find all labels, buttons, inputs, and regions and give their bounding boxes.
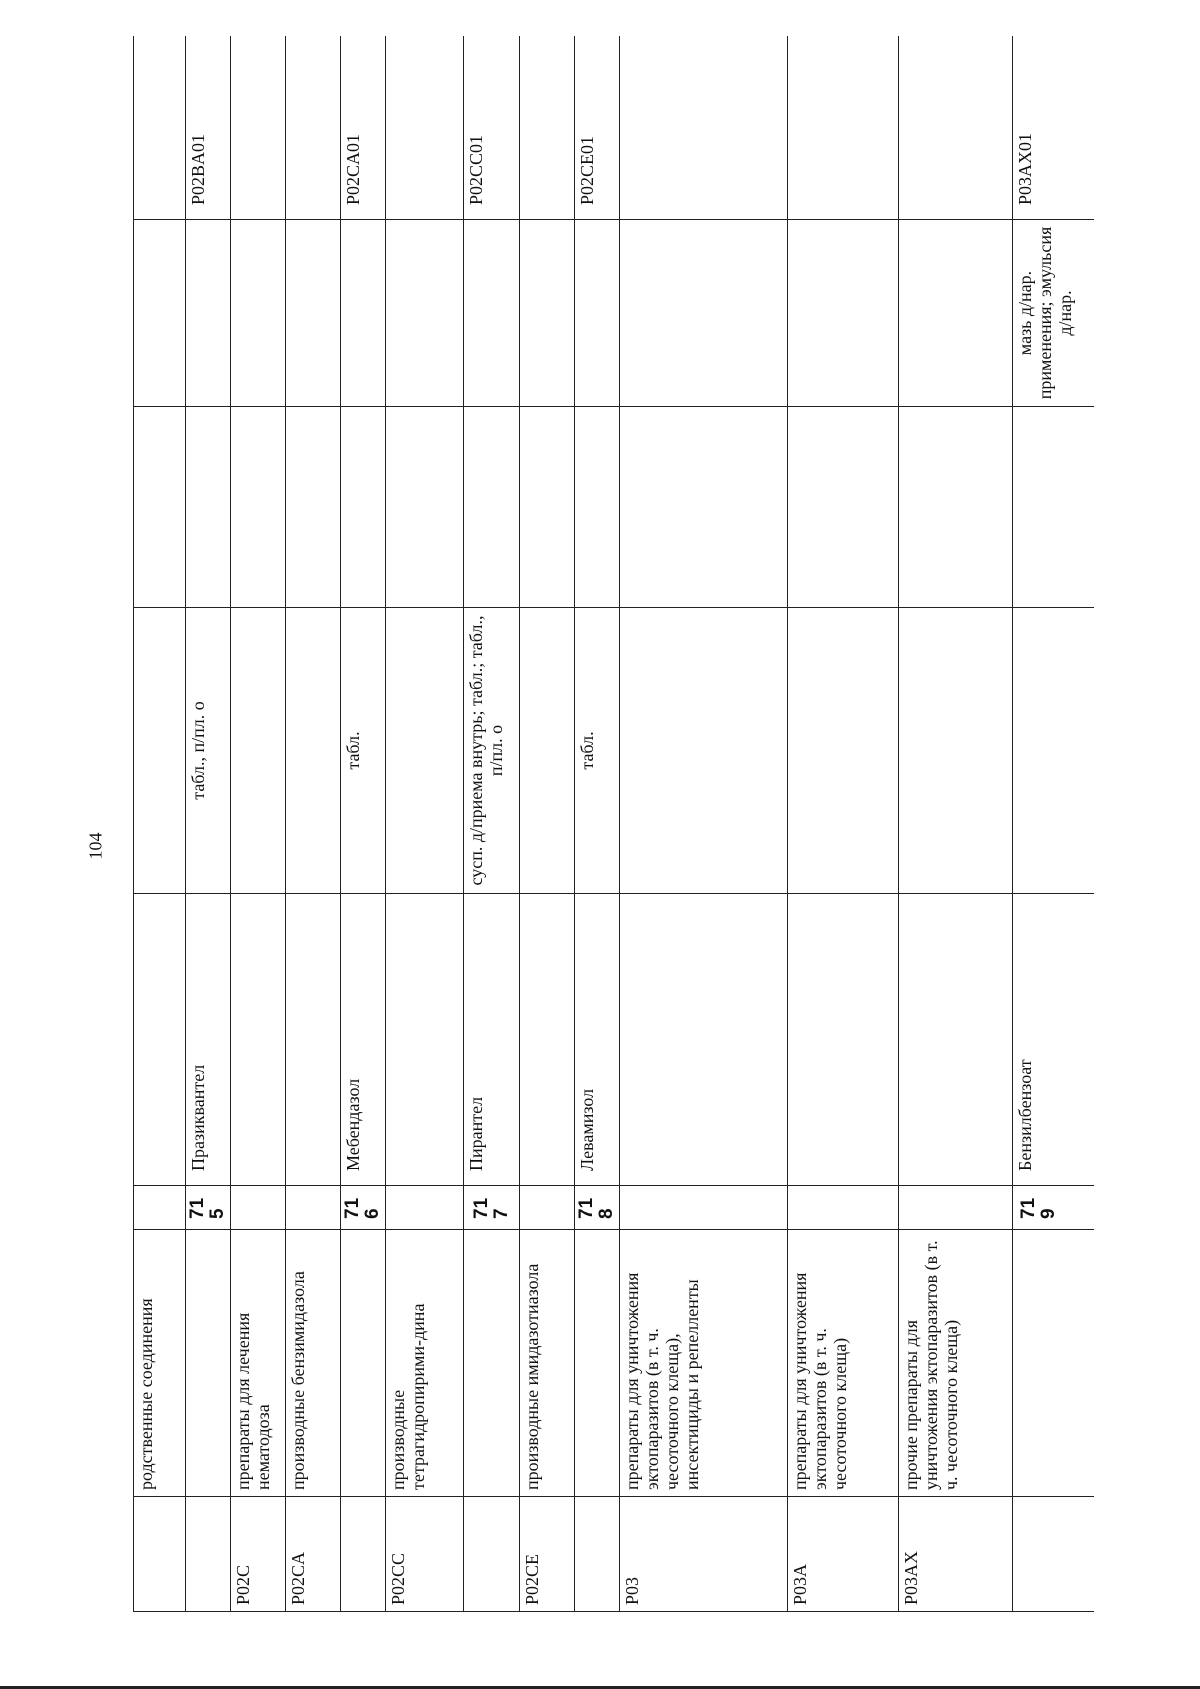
group-code-cell [575, 1497, 620, 1612]
empty-cell [899, 407, 1013, 608]
table-row [520, 36, 575, 1612]
dosage-forms-cell [231, 608, 286, 894]
atc-code-cell [520, 36, 575, 220]
atc-code-cell [899, 36, 1013, 220]
dosage-forms-cell [286, 608, 341, 894]
group-code-cell [134, 1497, 186, 1612]
table-row [620, 36, 788, 1612]
dosage-forms-cell: табл. [341, 608, 386, 894]
group-code-cell: P03A [788, 1497, 899, 1612]
empty-cell [788, 407, 899, 608]
empty-cell [341, 407, 386, 608]
dosage-forms-cell: табл., п/пл. о [186, 608, 231, 894]
empty-cell [386, 407, 464, 608]
group-name-cell: препараты для уничтожения эктопаразитов (в т. ч. чесоточного клеща) [788, 1230, 899, 1497]
group-name-cell [464, 1230, 520, 1497]
table-row [231, 36, 286, 1612]
group-code-cell [341, 1497, 386, 1612]
empty-cell [286, 407, 341, 608]
atc-code-cell: P02CC01 [464, 36, 520, 220]
group-name-cell: производные имидазотиазола [520, 1230, 575, 1497]
group-code-cell [1013, 1497, 1095, 1612]
row-number-cell: 717 [464, 1186, 520, 1230]
dosage-forms-alt-cell [231, 220, 286, 407]
dosage-forms-alt-cell [788, 220, 899, 407]
empty-cell [186, 407, 231, 608]
table-row [575, 36, 620, 1612]
drug-name-cell: Мебендазол [341, 894, 386, 1186]
table-row [286, 36, 341, 1612]
drug-name-cell [231, 894, 286, 1186]
dosage-forms-alt-cell [899, 220, 1013, 407]
dosage-forms-cell [1013, 608, 1095, 894]
group-name-cell [341, 1230, 386, 1497]
dosage-forms-cell: сусп. д/приема внутрь; табл.; табл., п/пл. о [464, 608, 520, 894]
dosage-forms-cell: табл. [575, 608, 620, 894]
table-row [386, 36, 464, 1612]
table-row [341, 36, 386, 1612]
group-name-cell: препараты для лечения нематодоза [231, 1230, 286, 1497]
group-name-cell: производные тетрагидропирими-дина [386, 1230, 464, 1497]
dosage-forms-cell [899, 608, 1013, 894]
row-number-cell [231, 1186, 286, 1230]
row-number-cell [134, 1186, 186, 1230]
empty-cell [231, 407, 286, 608]
atc-code-cell [620, 36, 788, 220]
empty-cell [134, 407, 186, 608]
row-number-cell: 716 [341, 1186, 386, 1230]
dosage-forms-cell [134, 608, 186, 894]
drug-name-cell [620, 894, 788, 1186]
dosage-forms-cell [620, 608, 788, 894]
table-row [464, 36, 520, 1612]
dosage-forms-alt-cell [620, 220, 788, 407]
row-number-cell [520, 1186, 575, 1230]
row-number-cell [788, 1186, 899, 1230]
drug-name-cell [286, 894, 341, 1186]
dosage-forms-alt-cell [575, 220, 620, 407]
empty-cell [1013, 407, 1095, 608]
group-code-cell: P02CA [286, 1497, 341, 1612]
atc-code-cell [231, 36, 286, 220]
group-code-cell: P02C [231, 1497, 286, 1612]
drug-table [133, 36, 1094, 1612]
drug-name-cell: Празиквантел [186, 894, 231, 1186]
group-name-cell [1013, 1230, 1095, 1497]
group-code-cell [464, 1497, 520, 1612]
table-row [788, 36, 899, 1612]
atc-code-cell: P03AX01 [1013, 36, 1095, 220]
atc-code-cell: P02BA01 [186, 36, 231, 220]
empty-cell [620, 407, 788, 608]
table-row [1013, 36, 1095, 1612]
group-name-cell [186, 1230, 231, 1497]
group-code-cell: P02CE [520, 1497, 575, 1612]
drug-table-wrapper [133, 36, 1094, 1612]
dosage-forms-alt-cell: мазь д/нар. применения; эмульсия д/нар. [1013, 220, 1095, 407]
dosage-forms-alt-cell [464, 220, 520, 407]
drug-name-cell [788, 894, 899, 1186]
table-row [899, 36, 1013, 1612]
group-code-cell [186, 1497, 231, 1612]
row-number-cell: 715 [186, 1186, 231, 1230]
dosage-forms-cell [788, 608, 899, 894]
atc-code-cell [134, 36, 186, 220]
group-code-cell: P03 [620, 1497, 788, 1612]
atc-code-cell [286, 36, 341, 220]
drug-name-cell: Левамизол [575, 894, 620, 1186]
row-number-cell [620, 1186, 788, 1230]
dosage-forms-alt-cell [386, 220, 464, 407]
row-number-cell [386, 1186, 464, 1230]
group-name-cell: родственные соединения [134, 1230, 186, 1497]
table-row [134, 36, 186, 1612]
page-number: 104 [85, 832, 106, 860]
group-name-cell: препараты для уничтожения эктопаразитов (в т. ч. чесоточного клеща), инсектициды и репелленты [620, 1230, 788, 1497]
dosage-forms-alt-cell [286, 220, 341, 407]
row-number-cell: 718 [575, 1186, 620, 1230]
drug-name-cell [386, 894, 464, 1186]
row-number-cell [286, 1186, 341, 1230]
dosage-forms-alt-cell [134, 220, 186, 407]
row-number-cell: 719 [1013, 1186, 1095, 1230]
drug-name-cell [899, 894, 1013, 1186]
drug-name-cell [134, 894, 186, 1186]
dosage-forms-alt-cell [186, 220, 231, 407]
drug-name-cell: Бензилбензоат [1013, 894, 1095, 1186]
drug-name-cell: Пирантел [464, 894, 520, 1186]
empty-cell [464, 407, 520, 608]
group-name-cell: производные бензимидазола [286, 1230, 341, 1497]
atc-code-cell: P02CA01 [341, 36, 386, 220]
atc-code-cell: P02CE01 [575, 36, 620, 220]
row-number-cell [899, 1186, 1013, 1230]
group-name-cell [575, 1230, 620, 1497]
atc-code-cell [788, 36, 899, 220]
group-code-cell: P03AX [899, 1497, 1013, 1612]
dosage-forms-cell [520, 608, 575, 894]
table-row [186, 36, 231, 1612]
drug-name-cell [520, 894, 575, 1186]
drug-table-rotated [133, 36, 1094, 1612]
group-code-cell: P02CC [386, 1497, 464, 1612]
empty-cell [575, 407, 620, 608]
empty-cell [520, 407, 575, 608]
dosage-forms-cell [386, 608, 464, 894]
group-name-cell: прочие препараты для уничтожения эктопаразитов (в т. ч. чесоточного клеща) [899, 1230, 1013, 1497]
dosage-forms-alt-cell [520, 220, 575, 407]
dosage-forms-alt-cell [341, 220, 386, 407]
atc-code-cell [386, 36, 464, 220]
